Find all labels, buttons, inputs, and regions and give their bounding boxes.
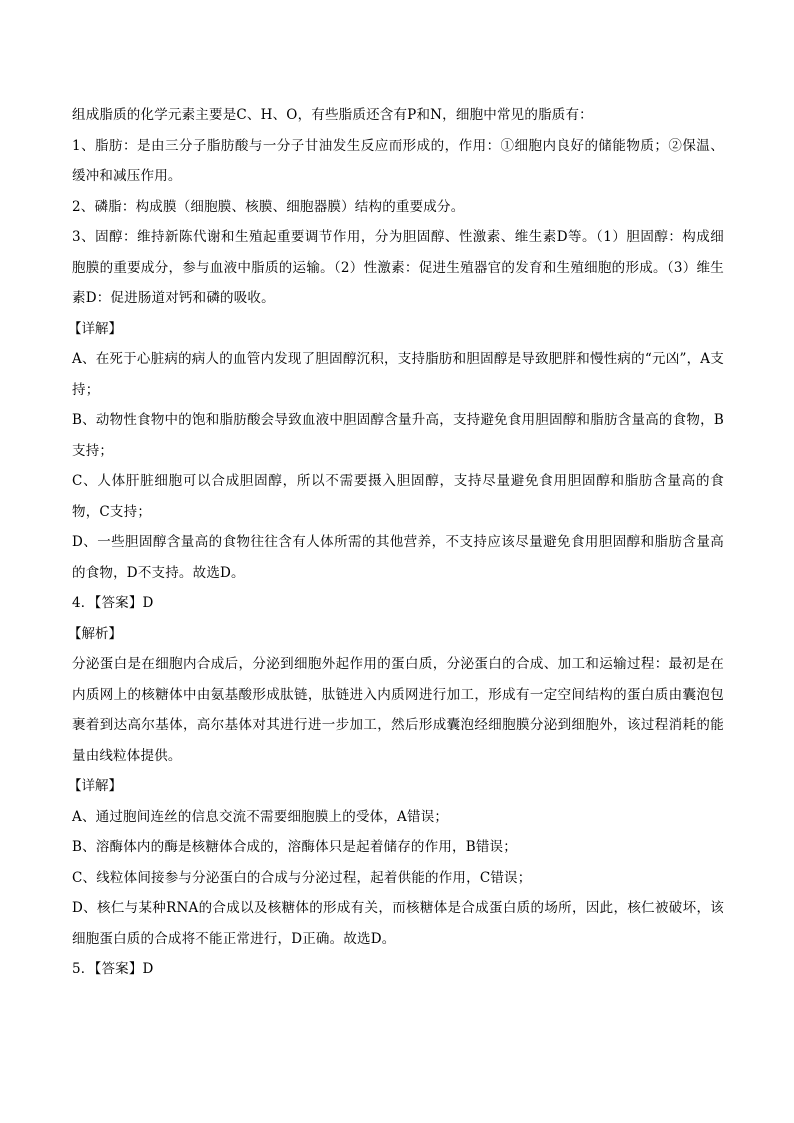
answer-5: 5．【答案】D (72, 961, 154, 977)
analysis-paragraph: 分泌蛋白是在细胞内合成后，分泌到细胞外起作用的蛋白质，分泌蛋白的合成、加工和运输过程：最初是在内质网上的核糖体中由氨基酸形成肽链，肽链进入内质网进行加工，形成有一定空间结构的蛋白质由囊泡包裹着到达高尔基体，高尔基体对其进行进一步加工，然后形成囊泡经细胞膜分泌到细胞外，该过程消耗的能量由线粒体提供。 (72, 656, 724, 764)
analysis-heading: 【解析】 (68, 625, 122, 642)
intro-paragraph: 组成脂质的化学元素主要是C、H、O，有些脂质还含有P和N，细胞中常见的脂质有： (72, 107, 593, 123)
fat-paragraph: 1、脂肪：是由三分子脂肪酸与一分子甘油发生反应而形成的，作用：①细胞内良好的储能物质；②保温、缓冲和减压作用。 (72, 137, 724, 184)
q4-option-c: C、线粒体间接参与分泌蛋白的合成与分泌过程，起着供能的作用，C错误； (72, 869, 532, 886)
document-page (68, 100, 724, 985)
detail-heading: 【详解】 (68, 778, 122, 794)
answer-4: 4．【答案】D (72, 595, 154, 611)
q4-option-a: A、通过胞间连丝的信息交流不需要细胞膜上的受体，A错误； (72, 808, 449, 825)
q4-option-d: D、核仁与某种RNA的合成以及核糖体的形成有关，而核糖体是合成蛋白质的场所，因此，核仁被破坏，该细胞蛋白质的合成将不能正常进行，D正确。故选D。 (72, 900, 724, 947)
q3-option-b: B、动物性食物中的饱和脂肪酸会导致血液中胆固醇含量升高，支持避免食用胆固醇和脂肪含量高的食物，B支持； (72, 412, 724, 459)
q4-option-b: B、溶酶体内的酶是核糖体合成的，溶酶体只是起着储存的作用，B错误； (72, 839, 517, 855)
sterol-paragraph: 3、固醇：维持新陈代谢和生殖起重要调节作用，分为胆固醇、性激素、维生素D等。（1）胆固醇：构成细胞膜的重要成分，参与血液中脂质的运输。（2）性激素：促进生殖器官的发育和生殖细胞的形成。（3）维生素D：促进肠道对钙和磷的吸收。 (72, 229, 724, 306)
phospholipid-paragraph: 2、磷脂：构成膜（细胞膜、核膜、细胞器膜）结构的重要成分。 (72, 198, 465, 215)
q3-option-d: D、一些胆固醇含量高的食物往往含有人体所需的其他营养，不支持应该尽量避免食用胆固醇和脂肪含量高的食物，D不支持。故选D。 (72, 534, 724, 581)
detail-heading: 【详解】 (68, 320, 122, 337)
q3-option-c: C、人体肝脏细胞可以合成胆固醇，所以不需要摄入胆固醇，支持尽量避免食用胆固醇和脂肪含量高的食物，C支持； (72, 473, 724, 520)
q3-option-a: A、在死于心脏病的病人的血管内发现了胆固醇沉积，支持脂肪和胆固醇是导致肥胖和慢性病的“元凶”，A支持； (72, 351, 724, 398)
